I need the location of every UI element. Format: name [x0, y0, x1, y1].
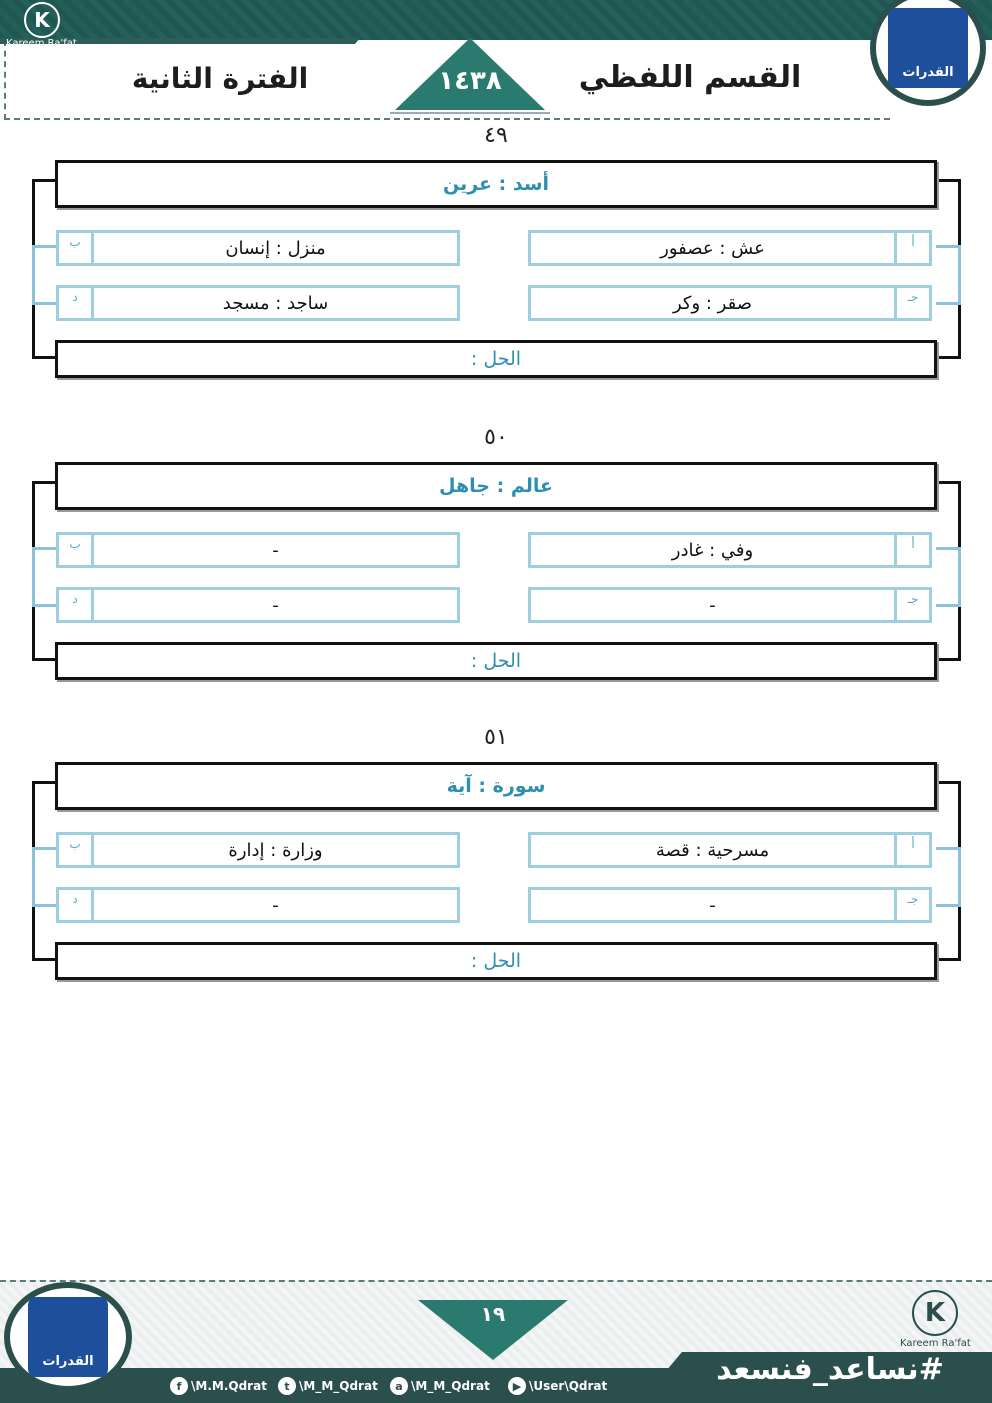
answer-label: الحل :	[470, 650, 522, 672]
footer-k-logo-icon: K	[912, 1290, 958, 1336]
option-a[interactable]	[528, 532, 932, 568]
options-bracket-right	[936, 847, 961, 907]
option-a-tag: أ	[894, 233, 929, 263]
option-a-tag: أ	[894, 535, 929, 565]
option-b-text: وزارة : إدارة	[228, 839, 323, 861]
option-c[interactable]	[528, 887, 932, 923]
option-c-tag: جـ	[894, 288, 929, 318]
answer-field[interactable]	[55, 942, 937, 980]
k-logo-icon: K	[24, 2, 60, 38]
options-bracket-left	[32, 245, 57, 305]
period-title: الفترة الثانية	[131, 62, 309, 95]
option-a[interactable]	[528, 230, 932, 266]
header-band	[0, 0, 992, 40]
options-bracket-left	[32, 547, 57, 607]
option-d-text: -	[272, 894, 279, 916]
option-b-tag: ب	[59, 835, 94, 865]
option-b[interactable]	[56, 230, 460, 266]
option-d-text: -	[272, 594, 279, 616]
social-link[interactable]	[170, 1376, 267, 1396]
answer-field[interactable]	[55, 642, 937, 680]
book-logo-icon	[888, 8, 968, 88]
option-b[interactable]	[56, 832, 460, 868]
social-handle: \User\Qdrat	[529, 1379, 608, 1393]
option-c-text: -	[709, 594, 716, 616]
option-a-text: وفي : غادر	[671, 539, 754, 561]
question-stem: عالم : جاهل	[55, 462, 937, 510]
option-c-text: صقر : وكر	[672, 292, 753, 314]
social-handle: \M_M_Qdrat	[411, 1379, 490, 1393]
question-number: ٥٠	[484, 425, 508, 450]
option-b-tag: ب	[59, 233, 94, 263]
option-b-tag: ب	[59, 535, 94, 565]
social-link[interactable]	[278, 1376, 378, 1396]
option-b[interactable]	[56, 532, 460, 568]
option-a-text: عش : عصفور	[660, 237, 765, 259]
footer-badge-text: القدرات	[42, 1354, 94, 1369]
option-c-tag: جـ	[894, 890, 929, 920]
options-bracket-right	[936, 547, 961, 607]
option-c[interactable]	[528, 285, 932, 321]
answer-field[interactable]	[55, 340, 937, 378]
year-label: ١٤٣٨	[438, 66, 502, 96]
brand-caption: Kareem Ra'fat	[6, 38, 77, 49]
social-link[interactable]	[390, 1376, 490, 1396]
badge-text: القدرات	[902, 65, 954, 80]
option-d[interactable]	[56, 587, 460, 623]
youtube-icon: ▶	[508, 1377, 526, 1395]
option-c-text: -	[709, 894, 716, 916]
question-stem: أسد : عرين	[55, 160, 937, 208]
option-a-tag: أ	[894, 835, 929, 865]
option-d-tag: د	[59, 590, 94, 620]
option-a[interactable]	[528, 832, 932, 868]
year-underline	[390, 112, 550, 114]
ask-icon: a	[390, 1377, 408, 1395]
section-title: القسم اللفظي	[578, 60, 802, 95]
social-handle: \M.M.Qdrat	[191, 1379, 267, 1393]
option-d-tag: د	[59, 890, 94, 920]
option-c-tag: جـ	[894, 590, 929, 620]
page-number: ١٩	[480, 1302, 506, 1326]
option-c[interactable]	[528, 587, 932, 623]
footer-brand-badge	[4, 1282, 132, 1392]
social-link[interactable]	[508, 1376, 607, 1396]
answer-label: الحل :	[470, 348, 522, 370]
question-number: ٤٩	[484, 123, 508, 148]
option-d-tag: د	[59, 288, 94, 318]
footer-book-logo-icon	[28, 1297, 108, 1377]
option-d-text: ساجد : مسجد	[222, 292, 329, 314]
answer-label: الحل :	[470, 950, 522, 972]
footer-brand-caption: Kareem Ra'fat	[900, 1338, 971, 1349]
options-bracket-left	[32, 847, 57, 907]
options-bracket-right	[936, 245, 961, 305]
social-handle: \M_M_Qdrat	[299, 1379, 378, 1393]
twitter-icon: t	[278, 1377, 296, 1395]
hashtag: #نساعد_فنسعد	[716, 1352, 944, 1387]
question-stem: سورة : آية	[55, 762, 937, 810]
question-number: ٥١	[484, 725, 508, 750]
option-b-text: منزل : إنسان	[225, 237, 326, 259]
option-d[interactable]	[56, 887, 460, 923]
option-a-text: مسرحية : قصة	[655, 839, 770, 861]
option-b-text: -	[272, 539, 279, 561]
option-d[interactable]	[56, 285, 460, 321]
facebook-icon: f	[170, 1377, 188, 1395]
